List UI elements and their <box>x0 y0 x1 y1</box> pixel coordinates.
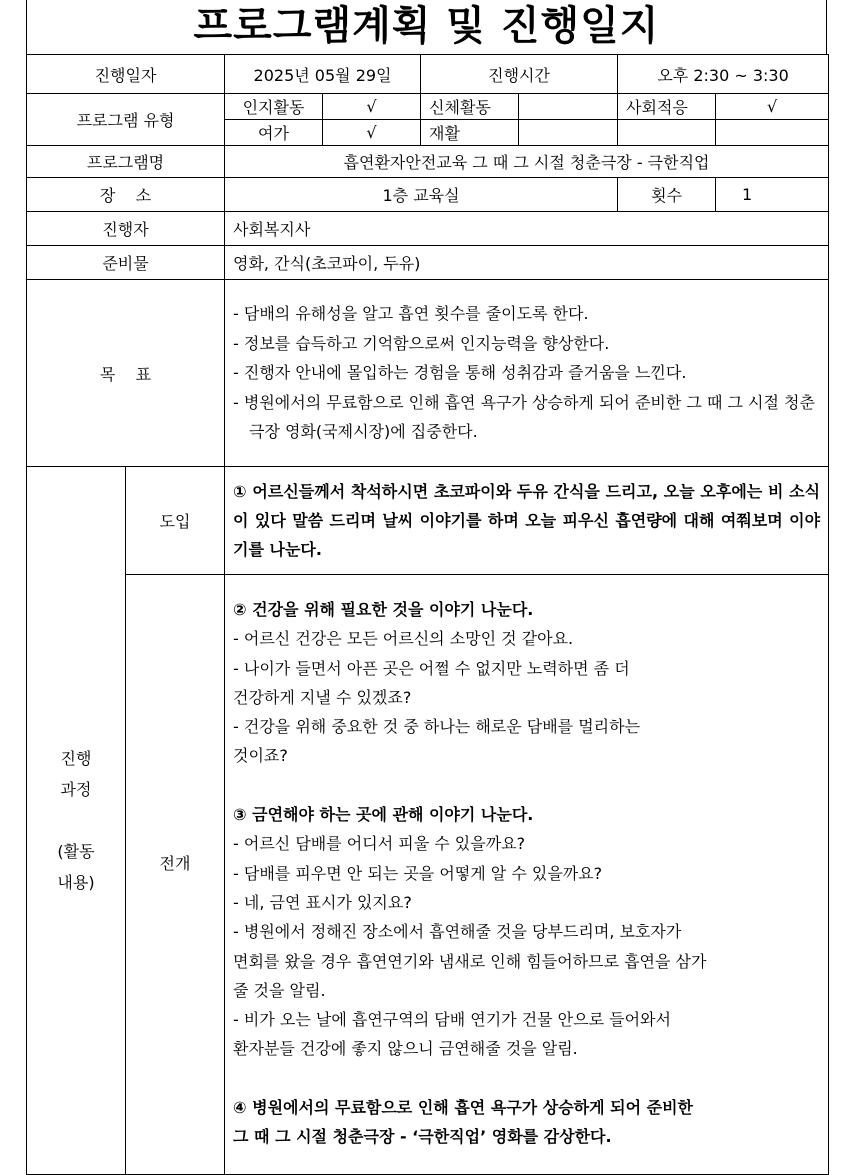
prep-label: 준비물 <box>27 246 225 280</box>
intro-paragraph: ① 어르신들께서 착석하시면 초코파이와 두유 간식을 드리고, 오늘 오후에는 비 소식이 있다 말씀 드리며 날씨 이야기를 하며 오늘 피우신 흡연량에 대해 여쭤보며 이야기를 나눈다. <box>233 482 821 559</box>
place-label: 장 소 <box>27 178 225 212</box>
goal-row <box>27 280 829 467</box>
leader-value: 사회복지사 <box>225 212 829 246</box>
type-name-physical: 신체활동 <box>421 94 519 120</box>
development-row <box>27 575 829 1175</box>
program-type-label: 프로그램 유형 <box>27 94 225 146</box>
type-empty-cell <box>618 120 716 146</box>
step-line: 건강하게 지낼 수 있겠죠? <box>233 687 412 707</box>
step-line: - 건강을 위해 중요한 것 중 하나는 해로운 담배를 멀리하는 <box>233 717 641 737</box>
intro-row <box>27 467 829 575</box>
step-line: - 병원에서 정해진 장소에서 흡연해줄 것을 당부드리며, 보호자가 <box>233 922 682 942</box>
type-check-social: √ <box>716 94 829 120</box>
intro-text <box>225 467 829 575</box>
type-name-cognitive: 인지활동 <box>225 94 323 120</box>
type-name-social: 사회적응 <box>618 94 716 120</box>
time-label: 진행시간 <box>421 55 618 94</box>
program-name-value: 흡연환자안전교육 그 때 그 시절 청춘극장 - 극한직업 <box>225 146 829 178</box>
step-line: 것이죠? <box>233 746 288 766</box>
type-check-cognitive: √ <box>323 94 421 120</box>
type-name-rehab: 재활 <box>421 120 519 146</box>
type-check-leisure: √ <box>323 120 421 146</box>
goal-item: - 병원에서의 무료함으로 인해 흡연 욕구가 상승하게 되어 준비한 그 때 그 시절 청춘극장 영화(국제시장)에 집중한다. <box>233 392 815 442</box>
time-value: 오후 2:30 ~ 3:30 <box>618 55 829 94</box>
step-line: 줄 것을 알림. <box>233 980 326 1000</box>
step-line: - 비가 오는 날에 흡연구역의 담배 연기가 건물 안으로 들어와서 <box>233 1010 671 1030</box>
type-name-leisure: 여가 <box>225 120 323 146</box>
goal-item: - 정보를 습득하고 기억함으로써 인지능력을 향상한다. <box>233 333 610 353</box>
count-value: 1 <box>716 178 829 212</box>
goal-item: - 담배의 유해성을 알고 흡연 횟수를 줄이도록 한다. <box>233 304 589 324</box>
type-check-rehab <box>519 120 618 146</box>
step-line: - 네, 금연 표시가 있지요? <box>233 892 412 912</box>
type-check-physical <box>519 94 618 120</box>
step-line: - 어르신 건강은 모든 어르신의 소망인 것 같아요. <box>233 629 574 649</box>
prep-value: 영화, 간식(초코파이, 두유) <box>225 246 829 280</box>
development-text <box>225 575 829 1175</box>
process-label-line: 과정 <box>60 780 92 799</box>
place-value: 1층 교육실 <box>225 178 618 212</box>
process-label-line: 진행 <box>60 749 92 768</box>
process-label-line: (활동 <box>57 842 95 861</box>
leader-label: 진행자 <box>27 212 225 246</box>
program-name-row <box>27 146 829 178</box>
step-heading: ② 건강을 위해 필요한 것을 이야기 나눈다. <box>233 600 534 619</box>
document-title: 프로그램계획 및 진행일지 <box>26 0 827 54</box>
process-label <box>27 467 126 1175</box>
type-empty-cell <box>716 120 829 146</box>
step-line: 환자분들 건강에 좋지 않으니 금연해줄 것을 알림. <box>233 1039 578 1059</box>
step-line: - 어르신 담배를 어디서 피울 수 있을까요? <box>233 834 526 854</box>
step-heading: ③ 금연해야 하는 곳에 관해 이야기 나눈다. <box>233 805 534 825</box>
development-label: 전개 <box>126 575 225 1175</box>
step-line: - 나이가 들면서 아픈 곳은 어쩔 수 없지만 노력하면 좀 더 <box>233 658 630 678</box>
process-label-gap <box>27 805 125 836</box>
step-heading: ④ 병원에서의 무료함으로 인해 흡연 욕구가 상승하게 되어 준비한 <box>233 1098 693 1118</box>
date-value: 2025년 05월 29일 <box>225 55 421 94</box>
type-row-1 <box>27 94 829 120</box>
program-name-label: 프로그램명 <box>27 146 225 178</box>
program-log-table <box>26 54 829 1175</box>
count-label: 횟수 <box>618 178 716 212</box>
step-line: - 담배를 피우면 안 되는 곳을 어떻게 알 수 있을까요? <box>233 863 603 883</box>
step-line: 면회를 왔을 경우 흡연연기와 냄새로 인해 힘들어하므로 흡연을 삼가 <box>233 951 707 971</box>
goal-label: 목 표 <box>27 280 225 467</box>
date-row <box>27 55 829 94</box>
goal-list <box>225 280 829 467</box>
goal-item: - 진행자 안내에 몰입하는 경험을 통해 성취감과 즐거움을 느낀다. <box>233 363 687 383</box>
process-label-line: 내용) <box>57 873 95 892</box>
place-row <box>27 178 829 212</box>
prep-row <box>27 246 829 280</box>
leader-row <box>27 212 829 246</box>
intro-label: 도입 <box>126 467 225 575</box>
date-label: 진행일자 <box>27 55 225 94</box>
step-heading: 그 때 그 시절 청춘극장 - ‘극한직업’ 영화를 감상한다. <box>233 1127 612 1147</box>
